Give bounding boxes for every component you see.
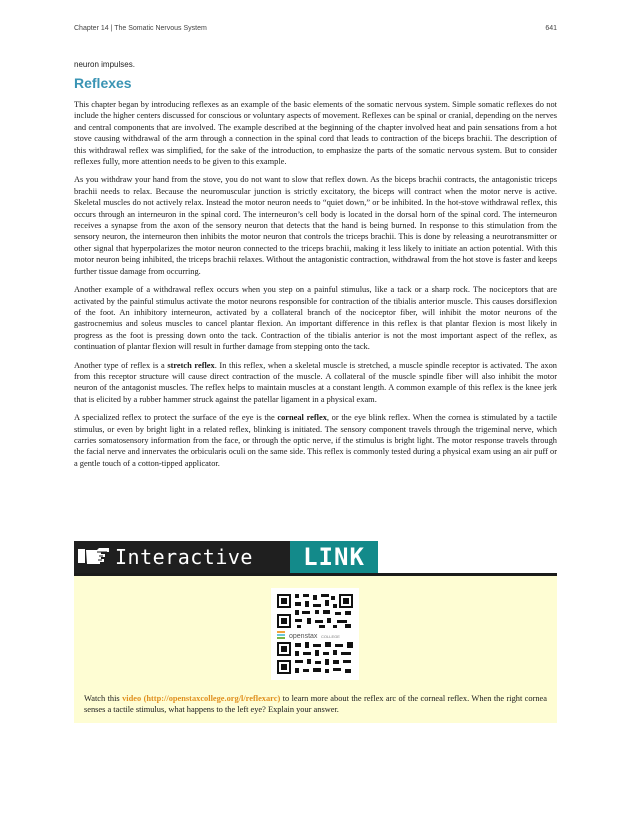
running-header bbox=[74, 25, 557, 37]
paragraph-intro: This chapter began by introducing reflexes as an example of the basic elements of the somatic nervous system. Simple somatic reflexes do not include the higher centers discussed for conscious or voluntary aspects of movement. Reflexes can be spinal or cranial, depending on the nerves and central components that are involved. The example described at the beginning of the chapter involved heat and pain sensations from a hot stove causing withdrawal of the arm through a connection in the spinal cord that leads to contraction of the biceps brachii. The description of this withdrawal reflex was simplified, for the sake of the introduction, to emphasize the parts of the somatic nervous system. But to consider reflexes fully, more attention needs to be given to this example. bbox=[74, 100, 557, 167]
video-caption bbox=[74, 693, 557, 716]
chapter-title: Chapter 14 | The Somatic Nervous System bbox=[74, 25, 207, 32]
paragraph-corneal-reflex bbox=[74, 412, 557, 469]
link-box-body bbox=[74, 573, 557, 723]
banner-teal-part bbox=[290, 541, 378, 573]
text-segment: , or the eye blink reflex. When the cornea is stimulated by a tactile stimulus, or even by bright light in a related reflex, blinking is initiated. The sensory component travels through the trigeminal nerve, which carries somatosensory information from the face, or through the optic nerve, if the stimulus is bright light. The motor response travels through the facial nerve and innervates the orbicularis oculi on the same side. This reflex is commonly tested during a physical exam using an air puff or a gentle touch of a cotton-tipped applicator. bbox=[74, 413, 557, 468]
carry-over-text: neuron impulses. bbox=[74, 60, 135, 69]
text-segment: Watch this bbox=[84, 694, 123, 703]
video-link[interactable]: video (http://openstaxcollege.org/l/reflexarc) bbox=[122, 694, 281, 703]
interactive-link-banner bbox=[74, 541, 378, 573]
openstax-logo-sub: COLLEGE bbox=[321, 634, 340, 639]
banner-interactive-text: Interactive bbox=[115, 545, 253, 569]
qr-code[interactable] bbox=[271, 588, 359, 680]
page-number: 641 bbox=[545, 25, 557, 32]
text-segment: to learn more about the reflex arc of the corneal reflex. When the right cornea senses a tactile stimulus, what happens to the left eye? Explain your answer. bbox=[84, 694, 547, 715]
section-title: Reflexes bbox=[74, 75, 132, 91]
pointing-hand-icon bbox=[77, 545, 113, 569]
term-corneal-reflex: corneal reflex bbox=[277, 413, 327, 423]
paragraph-withdrawal: As you withdraw your hand from the stove, you do not want to slow that reflex down. As the biceps brachii contracts, the antagonistic triceps brachii needs to relax. Because the neuromuscular junction is strictly excitatory, the biceps will contract when the motor nerve is active. Skeletal muscles do not actively relax. Instead the motor neuron needs to “quiet down,” or be inhibited. In the hot-stove withdrawal reflex, this occurs through an interneuron in the spinal cord. The interneuron’s cell body is located in the dorsal horn of the spinal cord. The interneuron receives a synapse from the axon of the sensory neuron that detects that the hand is being burned. In response to this stimulation from the sensory neuron, the interneuron then inhibits the motor neuron that controls the triceps brachii. This is done by releasing a neurotransmitter or other signal that hyperpolarizes the motor neuron connected to the triceps brachii, making it less likely to initiate an action potential. With this motor neuron being inhibited, the triceps brachii relaxes. Without the antagonistic contraction, withdrawal from the hot stove is faster and keeps further tissue damage from occurring. bbox=[74, 175, 557, 276]
banner-dark-part bbox=[74, 541, 290, 573]
interactive-link-box bbox=[74, 541, 557, 723]
main-content bbox=[74, 60, 557, 476]
text-segment: . In this reflex, when a skeletal muscle is stretched, a muscle spindle receptor is activated. The axon from this receptor structure will cause direct contraction of the muscle. A collateral of the muscle spindle fiber will also inhibit the motor neuron of the antagonist muscles. The reflex helps to maintain muscles at a constant length. A common example of this reflex is the knee jerk that is elicited by a rubber hammer struck against the patellar ligament in a physical exam. bbox=[74, 360, 557, 404]
paragraph-stretch-reflex bbox=[74, 360, 557, 406]
text-segment: A specialized reflex to protect the surface of the eye is the bbox=[74, 413, 278, 423]
paragraph-tack: Another example of a withdrawal reflex occurs when you step on a painful stimulus, like a tack or a sharp rock. The nociceptors that are activated by the painful stimulus activate the motor neurons responsible for contraction of the tibialis anterior muscle. This causes dorsiflexion of the foot. An inhibitory interneuron, activated by a collateral branch of the nociceptor fiber, will inhibit the motor neurons of the gastrocnemius and soleus muscles to cancel plantar flexion. An important difference in this reflex is that plantar flexion is most likely in progress as the foot is pressing down onto the tack. Contraction of the tibialis anterior is not the most important aspect of the reflex, as continuation of plantar flexion will result in further damage from stepping onto the tack. bbox=[74, 285, 557, 352]
openstax-logo-text: openstax bbox=[289, 633, 318, 640]
banner-link-text: LINK bbox=[303, 543, 365, 571]
term-stretch-reflex: stretch reflex bbox=[167, 360, 215, 370]
text-segment: Another type of reflex is a bbox=[74, 360, 168, 370]
